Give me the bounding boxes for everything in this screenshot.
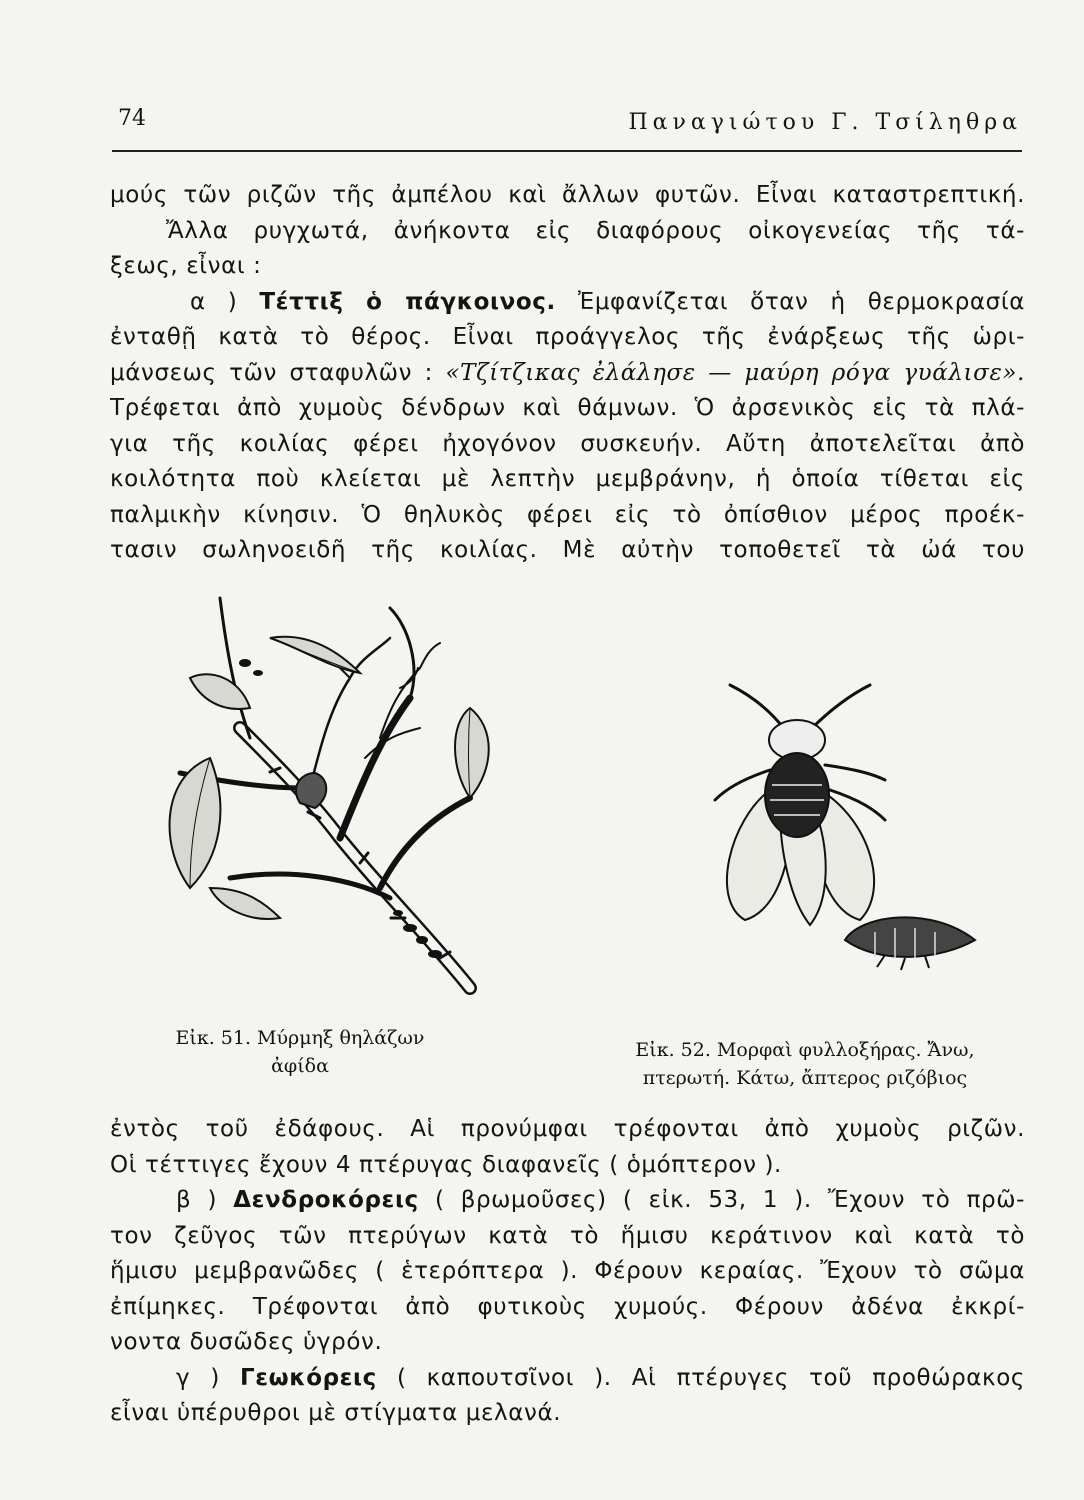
text-line: εἶναι ὑπέρυθροι μὲ στίγματα μελανά. xyxy=(110,1400,562,1426)
figure-52-caption xyxy=(580,1036,1030,1092)
text-fragment: ( καπουτσῖνοι ). Αἱ πτέρυγες τοῦ προθώρακος xyxy=(396,1364,1025,1391)
caption-line: Εἰκ. 52. Μορφαὶ φυλλοξήρας. Ἄνω, xyxy=(635,1039,975,1061)
text-fragment: μάνσεως τῶν σταφυλῶν : xyxy=(110,359,433,386)
text-line: ἐνταθῇ κατὰ τὸ θέρος. Εἶναι προάγγελος τῆς ἐνάρξεως τῆς ὡρι- xyxy=(110,324,1025,350)
text-line xyxy=(110,1361,1025,1397)
item-label: β ) xyxy=(176,1187,218,1213)
text-fragment: ( βρωμοῦσες) ( εἰκ. 53, 1 ). Ἔχουν τὸ πρῶ- xyxy=(434,1187,1025,1213)
text-line: παλμικὴν κίνησιν. Ὁ θηλυκὸς φέρει εἰς τὸ ὀπίσθιον μέρος προέκ- xyxy=(110,501,1025,528)
text-line: ἐντὸς τοῦ ἐδάφους. Αἱ προνύμφαι τρέφονται ἀπὸ χυμοὺς ριζῶν. xyxy=(110,1116,1025,1142)
text-line: για τῆς κοιλίας φέρει ἠχογόνον συσκευήν. Αὔτη ἀποτελεῖται ἀπὸ xyxy=(110,430,1025,457)
text-line: ἥμισυ μεμβρανῶδες ( ἑτερόπτερα ). Φέρουν κεραίας. Ἔχουν τὸ σῶμα xyxy=(110,1258,1025,1284)
text-line: Ἄλλα ρυγχωτά, ἀνήκοντα εἰς διαφόρους οἰκογενείας τῆς τά- xyxy=(166,217,1025,244)
text-line: Τρέφεται ἀπὸ χυμοὺς δένδρων καὶ θάμνων. Ὁ ἀρσενικὸς εἰς τὰ πλά- xyxy=(110,395,1025,421)
text-line: ἐπίμηκες. Τρέφονται ἀπὸ φυτικοὺς χυμούς. Φέρουν ἀδένα ἐκκρί- xyxy=(110,1293,1025,1320)
term-heading: Γεωκόρεις xyxy=(240,1364,377,1391)
text-line xyxy=(110,1183,1025,1219)
branch-with-ants-drawing xyxy=(150,588,500,998)
text-line: νοντα δυσῶδες ὑγρόν. xyxy=(110,1329,383,1355)
header-rule xyxy=(112,150,1022,152)
term-heading: Τέττιξ ὁ πάγκοινος. xyxy=(259,288,556,315)
term-heading: Δενδροκόρεις xyxy=(233,1187,419,1213)
caption-line: Εἰκ. 51. Μύρμηξ θηλάζων xyxy=(175,1027,425,1049)
caption-line: ἀφίδα xyxy=(271,1055,329,1077)
figure-51-caption xyxy=(140,1024,460,1080)
page-header xyxy=(112,106,1022,150)
text-line: ξεως, εἶναι : xyxy=(110,253,262,279)
text-line xyxy=(110,285,1025,321)
folk-saying-quote: «Τζίτζικας ἐλάλησε — μαύρη ρόγα γυάλισε». xyxy=(445,359,1025,386)
page-number: 74 xyxy=(118,106,146,131)
text-line: μούς τῶν ριζῶν τῆς ἀμπέλου καὶ ἄλλων φυτῶν. Εἶναι καταστρεπτική. xyxy=(110,182,1025,208)
text-line: κοιλότητα ποὺ κλείεται μὲ λεπτὴν μεμβράνην, ἡ ὁποία τίθεται εἰς xyxy=(110,466,1025,492)
item-label: α ) xyxy=(190,288,238,315)
text-line: Οἱ τέττιγες ἔχουν 4 πτέρυγας διαφανεῖς ( ὁμόπτερον ). xyxy=(110,1151,782,1178)
text-fragment: Ἐμφανίζεται ὅταν ἡ θερμοκρασία xyxy=(577,288,1025,315)
running-title: Παναγιώτου Γ. Τσίληθρα xyxy=(628,110,1022,135)
text-line: τασιν σωληνοειδῆ τῆς κοιλίας. Μὲ αὐτὴν τοποθετεῖ τὰ ὠά του xyxy=(110,537,1025,563)
figure-52-illustration xyxy=(700,670,1030,990)
top-text-block xyxy=(110,178,1025,569)
bottom-text-block xyxy=(110,1112,1025,1432)
phylloxera-drawing xyxy=(700,670,1030,990)
text-line: τον ζεῦγος τῶν πτερύγων κατὰ τὸ ἥμισυ κεράτινον καὶ κατὰ τὸ xyxy=(110,1222,1025,1249)
figure-51-illustration xyxy=(150,588,500,998)
item-label: γ ) xyxy=(176,1364,220,1391)
text-line xyxy=(110,356,1025,392)
caption-line: πτερωτή. Κάτω, ἄπτερος ριζόβιος xyxy=(642,1067,968,1089)
